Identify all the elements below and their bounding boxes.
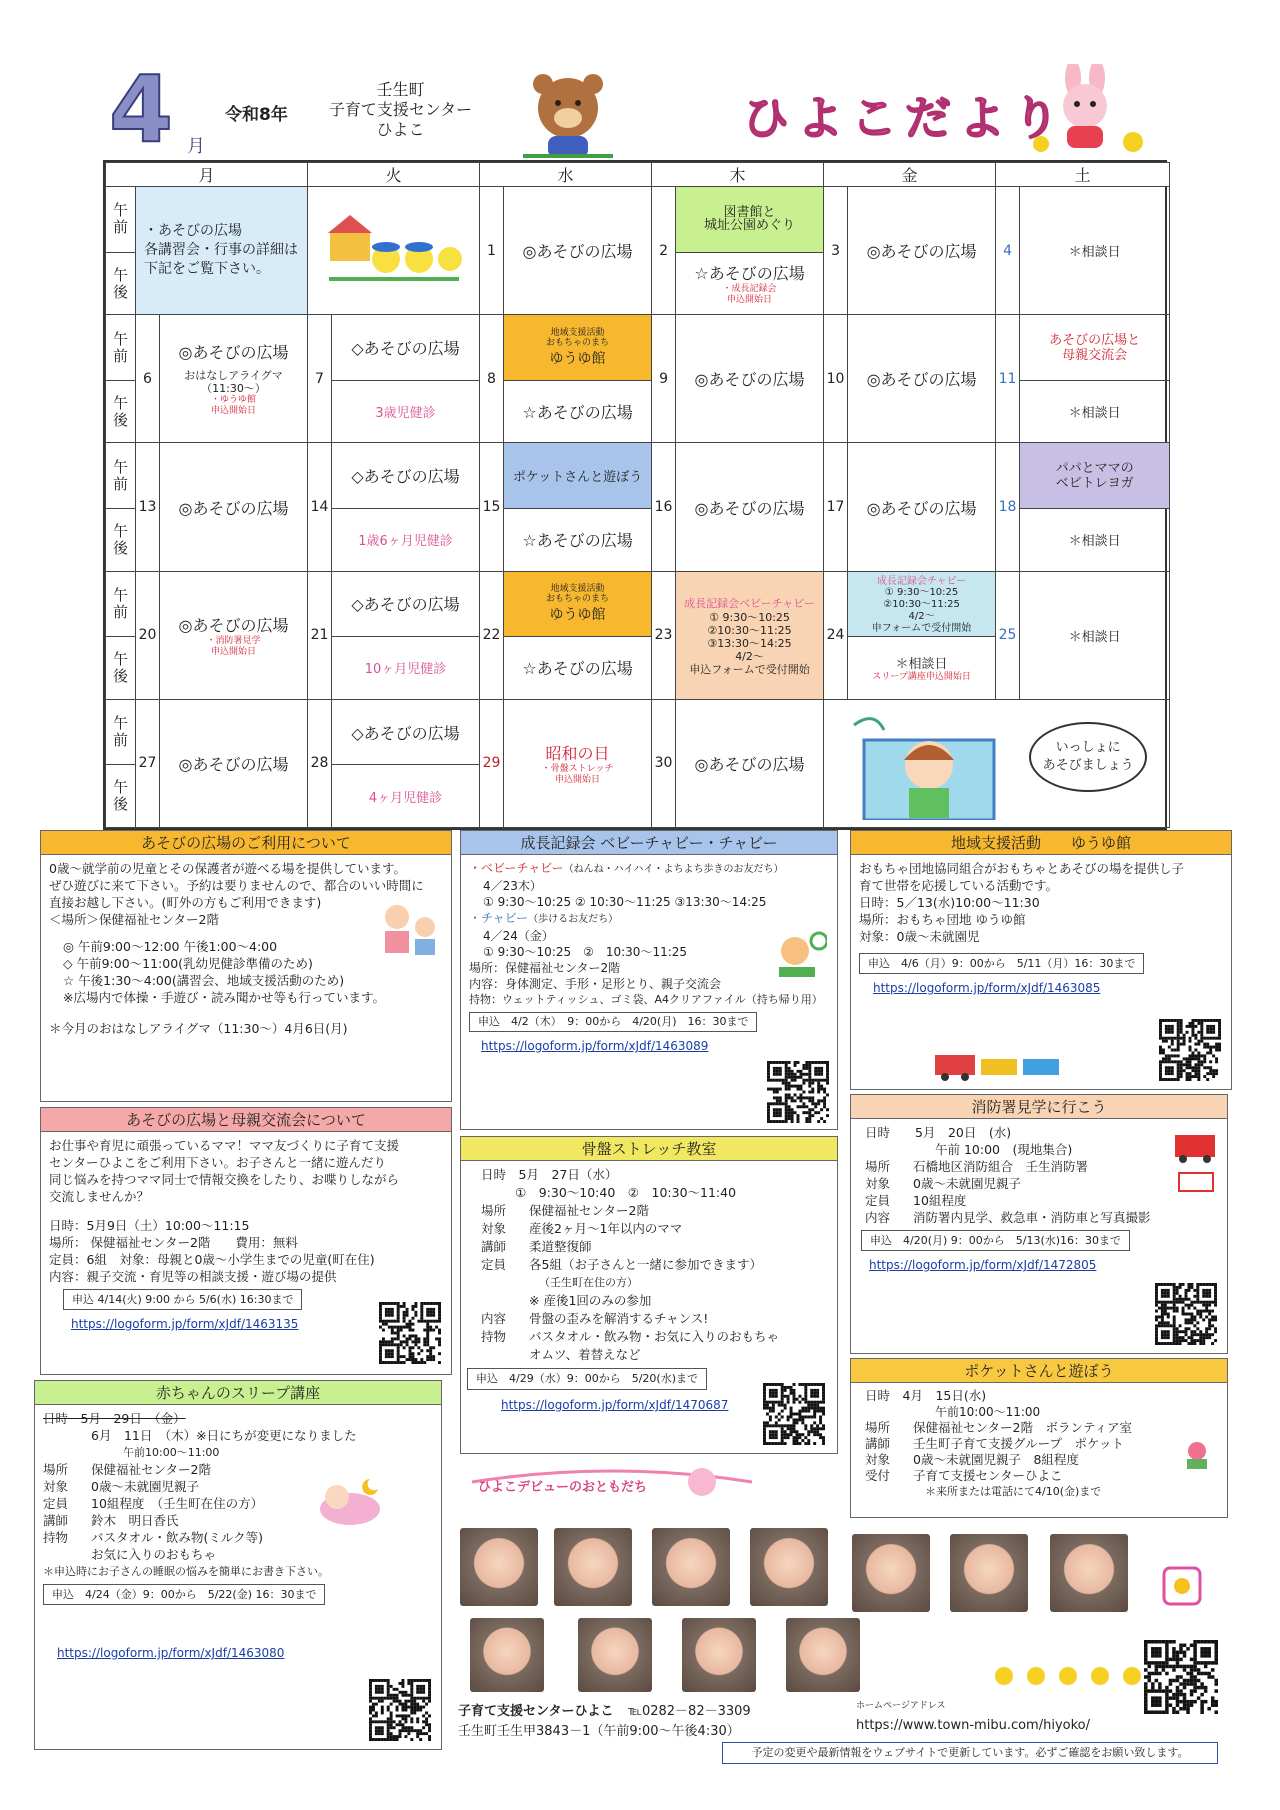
weekday-fri: 金 xyxy=(824,163,996,187)
era-year: 令和8年 xyxy=(225,105,288,125)
sleep-title: 赤ちゃんのスリープ講座 xyxy=(35,1381,441,1405)
koryu-link[interactable]: https://logoform.jp/form/xJdf/1463135 xyxy=(71,1317,299,1331)
shobo-row xyxy=(865,1158,1219,1175)
day-23: 23 xyxy=(652,571,676,699)
center-line1: 壬生町 xyxy=(376,80,425,99)
day-6: 6 xyxy=(136,315,160,443)
am-label: 午前 xyxy=(106,443,136,509)
shobo-row xyxy=(865,1209,1219,1226)
event-29 xyxy=(504,699,652,827)
shobo-row-label: 内容 xyxy=(865,1210,891,1225)
event-25: ＊相談日 xyxy=(1020,571,1170,699)
event-2-pm-title: ☆あそびの広場 xyxy=(694,264,805,284)
sleep-body xyxy=(35,1405,441,1667)
event-7-am: ◇あそびの広場 xyxy=(332,315,480,381)
event-8-am-sub: 地域支援活動 おもちゃのまち xyxy=(546,327,610,348)
weekday-mon: 月 xyxy=(106,163,308,187)
calendar xyxy=(103,160,1167,830)
day-22: 22 xyxy=(480,571,504,699)
kotsuban-row-label: 定員 xyxy=(481,1257,507,1272)
shobo-row-value: 消防署内見学、救急車・消防車と写真撮影 xyxy=(913,1210,1151,1225)
event-24-pm xyxy=(848,637,996,700)
day-11: 11 xyxy=(996,315,1020,443)
koryu-line: 同じ悩みを持つママ同士で情報交換をしたり、お喋りしながら xyxy=(49,1172,400,1187)
baby-sub: （ねんね・ハイハイ・よちよち歩きのお友だち） xyxy=(563,864,784,875)
koryu-line: お仕事や育児に頑張っているママ！ママ友づくりに子育て支援 xyxy=(49,1138,400,1153)
sleep-row-label: 持物 xyxy=(43,1530,69,1545)
title-area xyxy=(503,60,1167,160)
sleep-date-old: 日時 5月 29日 （金） xyxy=(43,1411,186,1426)
kotsuban-items2: オムツ、着替えなど xyxy=(529,1347,641,1362)
sleep-date-new: 6月 11日 （木）※日にちが変更になりました xyxy=(91,1428,357,1443)
kotsuban-link[interactable]: https://logoform.jp/form/xJdf/1470687 xyxy=(501,1398,729,1412)
event-11-pm: ＊相談日 xyxy=(1020,380,1170,443)
sleep-row-value: 10組程度 （壬生町在住の方） xyxy=(91,1496,264,1511)
shobo-qr-code[interactable] xyxy=(1155,1283,1217,1345)
day-13: 13 xyxy=(136,443,160,571)
kotsuban-title: 骨盤ストレッチ教室 xyxy=(461,1137,837,1161)
baby-photo xyxy=(554,1528,632,1606)
sleep-box xyxy=(34,1380,442,1750)
yuyu-box xyxy=(850,830,1232,1090)
sleep-qr-code[interactable] xyxy=(369,1679,431,1741)
center-line2: 子育て支援センター xyxy=(328,100,473,119)
baby-times: ① 9:30～10:25 ② 10:30～11:25 ③13:30～14:25 xyxy=(483,895,767,909)
yuyu-desc: 育て世帯を応援している活動です。 xyxy=(859,878,1059,893)
hiroba-line: 0歳～就学前の児童とその保護者が遊べる場を提供しています。 xyxy=(49,861,406,876)
event-22-pm: ☆あそびの広場 xyxy=(504,637,652,700)
month-badge xyxy=(103,56,213,163)
baby-photo xyxy=(750,1528,828,1606)
baby-photo xyxy=(682,1618,756,1692)
day-15: 15 xyxy=(480,443,504,571)
kotsuban-row-label: 講師 xyxy=(481,1239,507,1254)
koryu-qr-code[interactable] xyxy=(379,1302,441,1364)
shobo-row xyxy=(865,1192,1219,1209)
event-28-pm: 4ヶ月児健診 xyxy=(332,765,480,828)
hiroba-time: ☆ 午後1:30～4:00(講習会、地域支援活動のため) xyxy=(63,973,345,988)
event-24-lines: ① 9:30～10:25 ②10:30～11:25 4/2～ 申フォームで受付開始 xyxy=(871,587,972,635)
event-2-pm-note: ・成長記録会 申込開始日 xyxy=(722,284,777,306)
sleep-row-value: バスタオル・飲み物(ミルク等) xyxy=(91,1530,264,1545)
hiroba-time: ◇ 午前9:00～11:00(乳幼児健診準備のため) xyxy=(63,956,313,971)
sleep-row-value: 0歳～未就園児親子 xyxy=(91,1479,199,1494)
event-1: ◎あそびの広場 xyxy=(504,187,652,315)
pocket-row-value: 壬生町子育て支援グループ ポケット xyxy=(913,1436,1124,1451)
center-line3: ひよこ xyxy=(376,120,425,139)
notice-line1: ・あそびの広場 xyxy=(144,223,242,240)
day-4: 4 xyxy=(996,187,1020,315)
event-21-pm: 10ヶ月児健診 xyxy=(332,637,480,700)
pocket-row xyxy=(865,1436,1219,1452)
event-14-am: ◇あそびの広場 xyxy=(332,443,480,509)
day-28: 28 xyxy=(308,699,332,827)
event-20-note: ・消防署見学 申込開始日 xyxy=(206,635,261,657)
yuyu-row: 対象：0歳～未就園児 xyxy=(859,929,980,944)
kotsuban-teiin-note: ※ 産後1回のみの参加 xyxy=(529,1293,652,1308)
pocket-time: 午前10:00～11:00 xyxy=(935,1405,1041,1419)
event-21-am: ◇あそびの広場 xyxy=(332,571,480,637)
event-15-am: ポケットさんと遊ぼう xyxy=(504,443,652,509)
pocket-row-label: 場所 xyxy=(865,1420,891,1435)
hiroba-box xyxy=(40,830,452,1102)
pocket-row xyxy=(865,1468,1219,1484)
day-3: 3 xyxy=(824,187,848,315)
sleep-row-label: 定員 xyxy=(43,1496,69,1511)
sleep-link[interactable]: https://logoform.jp/form/xJdf/1463080 xyxy=(57,1646,285,1660)
event-7-pm: 3歳児健診 xyxy=(332,380,480,443)
yuyu-row: 日時：5／13(水)10:00～11:30 xyxy=(859,895,1040,910)
koryu-line: センターひよこをご利用下さい。お子さんと一緒に遊んだり xyxy=(49,1155,387,1170)
koryu-title: あそびの広場と母親交流会について xyxy=(41,1108,451,1132)
pocket-row xyxy=(865,1420,1219,1436)
koryu-detail: 内容：親子交流・育児等の相談支援・遊び場の提供 xyxy=(49,1269,337,1284)
koryu-detail: 場所： 保健福祉センター2階 費用：無料 xyxy=(49,1235,298,1250)
hiroba-time: ◎ 午前9:00～12:00 午後1:00～4:00 xyxy=(63,939,278,954)
seicho-link[interactable]: https://logoform.jp/form/xJdf/1463089 xyxy=(481,1039,709,1053)
kotsuban-content: 骨盤の歪みを解消するチャンス! xyxy=(529,1311,709,1326)
kotsuban-teiin-sub: （壬生町在住の方） xyxy=(539,1276,638,1289)
page-header xyxy=(103,56,1167,163)
event-9: ◎あそびの広場 xyxy=(676,315,824,443)
kotsuban-row xyxy=(481,1202,829,1220)
event-30: ◎あそびの広場 xyxy=(676,699,824,827)
baby-photo xyxy=(652,1528,730,1606)
chicks-icon xyxy=(324,209,464,289)
baby-label: ・ベビーチャビー xyxy=(469,861,564,875)
event-24-pm-note: スリープ講座申込開始日 xyxy=(872,671,971,682)
event-18-pm: ＊相談日 xyxy=(1020,509,1170,572)
pm-label: 午後 xyxy=(106,509,136,572)
baby-photo xyxy=(460,1528,538,1606)
shobo-row-label: 定員 xyxy=(865,1193,891,1208)
hiroba-time: ※広場内で体操・手遊び・読み聞かせ等も行っています。 xyxy=(63,990,385,1005)
shobo-row-value: 石橋地区消防組合 壬生消防署 xyxy=(913,1159,1089,1174)
seicho-apply: 申込 4/2（木） 9：00から 4/20(月) 16：30まで xyxy=(469,1012,757,1032)
event-17: ◎あそびの広場 xyxy=(848,443,996,571)
sleep-extra: お気に入りのおもちゃ xyxy=(91,1547,217,1562)
day-25: 25 xyxy=(996,571,1020,699)
day-8: 8 xyxy=(480,315,504,443)
event-6-title: ◎あそびの広場 xyxy=(178,343,289,363)
kotsuban-row-value: 産後2ヶ月～1年以内のママ xyxy=(529,1221,683,1236)
hiroba-line: ＜場所＞保健福祉センター2階 xyxy=(49,912,219,927)
footer-center-name: 子育て支援センターひよこ xyxy=(458,1704,614,1719)
girl-window-icon xyxy=(824,710,1024,820)
week1-am xyxy=(106,187,1170,253)
kotsuban-row-value: 保健福祉センター2階 xyxy=(529,1203,649,1218)
pm-label: 午後 xyxy=(106,637,136,700)
chabby-label: ・チャビー xyxy=(469,911,529,925)
event-23-title: 成長記録会ベビーチャビー xyxy=(684,596,815,610)
baby-photo xyxy=(578,1618,652,1692)
yuyu-row: 場所：おもちゃ団地 ゆうゆ館 xyxy=(859,912,1026,927)
sleep-time: 午前10:00～11:00 xyxy=(123,1446,220,1459)
event-24-title: 成長記録会チャビー xyxy=(876,576,967,588)
seicho-items: 持物：ウェットティッシュ、ゴミ袋、A4クリアファイル（持ち帰り用） xyxy=(469,993,823,1006)
kotsuban-date: 日時 5月 27日（水） xyxy=(481,1167,618,1182)
event-20-title: ◎あそびの広場 xyxy=(178,615,289,635)
event-28-am: ◇あそびの広場 xyxy=(332,699,480,765)
event-23-lines: ① 9:30～10:25 ②10:30～11:25 ③13:30～14:25 4/2～ 申込フォームで受付開始 xyxy=(689,610,810,676)
am-label: 午前 xyxy=(106,571,136,637)
event-6 xyxy=(160,315,308,443)
event-22-am xyxy=(504,571,652,637)
event-8-pm: ☆あそびの広場 xyxy=(504,380,652,443)
chabby-times: ① 9:30～10:25 ② 10:30～11:25 xyxy=(483,945,688,959)
event-24-pm-title: ＊相談日 xyxy=(895,656,948,672)
event-23 xyxy=(676,571,824,699)
day-7: 7 xyxy=(308,315,332,443)
welcome-sign-icon xyxy=(1160,1564,1204,1608)
day-27: 27 xyxy=(136,699,160,827)
baby-photo xyxy=(950,1534,1028,1612)
pm-label: 午後 xyxy=(106,380,136,443)
weekday-tue: 火 xyxy=(308,163,480,187)
event-13: ◎あそびの広場 xyxy=(160,443,308,571)
notice-line2: 各講習会・行事の詳細は xyxy=(144,242,298,259)
yuyu-link[interactable]: https://logoform.jp/form/xJdf/1463085 xyxy=(873,981,1101,995)
koryu-line: 交流しませんか？ xyxy=(49,1189,150,1204)
koryu-apply: 申込 4/14(火) 9:00 から 5/6(水) 16:30まで xyxy=(63,1289,302,1310)
hiroba-line: ぜひ遊びに来て下さい。予約は要りませんので、都合のいい時間に xyxy=(49,878,424,893)
sleep-row-label: 講師 xyxy=(43,1513,69,1528)
pocket-row-label: 受付 xyxy=(865,1468,891,1483)
weekday-sat: 土 xyxy=(996,163,1170,187)
sleep-row-label: 場所 xyxy=(43,1462,69,1477)
yuyu-desc: おもちゃ団地協同組合がおもちゃとあそびの場を提供し子 xyxy=(859,861,1185,876)
kotsuban-row xyxy=(481,1238,829,1256)
debut-title: ひよこデビューのおともだち xyxy=(478,1480,648,1495)
center-name xyxy=(308,80,493,140)
pocket-note: ＊来所または電話にて4/10(金)まで xyxy=(925,1485,1102,1498)
shobo-box xyxy=(850,1094,1228,1354)
koryu-detail: 日時：5月9日（土）10:00～11:15 xyxy=(49,1218,250,1233)
sleep-row-value: 鈴木 明日香氏 xyxy=(91,1513,179,1528)
event-14-pm: 1歳6ヶ月児健診 xyxy=(332,509,480,572)
baby-date: 4／23木） xyxy=(483,879,542,893)
kotsuban-row-value: 柔道整復師 xyxy=(529,1239,592,1254)
event-15-pm: ☆あそびの広場 xyxy=(504,509,652,572)
week5-am xyxy=(106,699,1170,765)
am-label: 午前 xyxy=(106,315,136,381)
event-11-am: あそびの広場と 母親交流会 xyxy=(1020,315,1170,381)
kotsuban-items-label: 持物 xyxy=(481,1329,507,1344)
week2-am xyxy=(106,315,1170,381)
yuyu-apply: 申込 4/6（月）9：00から 5/11（月）16：30まで xyxy=(859,953,1144,974)
am-label: 午前 xyxy=(106,187,136,253)
event-6-note2: ・ゆうゆ館 申込開始日 xyxy=(210,395,256,417)
day-2: 2 xyxy=(652,187,676,315)
yuyu-qr-code[interactable] xyxy=(1159,1019,1221,1081)
kotsuban-content-label: 内容 xyxy=(481,1311,507,1326)
kotsuban-row-label: 対象 xyxy=(481,1221,507,1236)
kotsuban-body xyxy=(461,1161,837,1419)
event-4: ＊相談日 xyxy=(1020,187,1170,315)
pocket-body xyxy=(851,1383,1227,1505)
shobo-date: 日時 5月 20日 (水) xyxy=(865,1125,1012,1140)
yuyu-title: 地域支援活動 ゆうゆ館 xyxy=(851,831,1231,855)
chabby-date: 4／24（金） xyxy=(483,929,554,943)
pocket-row-value: 保健福祉センター2階 ボランティア室 xyxy=(913,1420,1132,1435)
seicho-qr-code[interactable] xyxy=(767,1061,829,1123)
pm-label: 午後 xyxy=(106,765,136,828)
sleep-row-label: 対象 xyxy=(43,1479,69,1494)
kotsuban-qr-code[interactable] xyxy=(763,1383,825,1445)
shobo-apply: 申込 4/20(月) 9：00から 5/13(水)16：30まで xyxy=(861,1230,1130,1251)
koryu-box xyxy=(40,1107,452,1375)
day-21: 21 xyxy=(308,571,332,699)
event-8-am xyxy=(504,315,652,381)
kotsuban-row xyxy=(481,1220,829,1238)
shobo-link[interactable]: https://logoform.jp/form/xJdf/1472805 xyxy=(869,1258,1097,1272)
pocket-row-label: 対象 xyxy=(865,1452,891,1467)
seicho-box xyxy=(460,830,838,1130)
cat-scale-icon xyxy=(771,927,827,983)
footer-notice: 予定の変更や最新情報をウェブサイトで更新しています。必ずご確認をお願い致します。 xyxy=(722,1742,1218,1764)
week3-am xyxy=(106,443,1170,509)
month-suffix: 月 xyxy=(187,136,205,157)
shobo-row-label: 対象 xyxy=(865,1176,891,1191)
event-24-am xyxy=(848,571,996,637)
footer-hp-url[interactable]: https://www.town-mibu.com/hiyoko/ xyxy=(856,1718,1090,1733)
event-2-pm xyxy=(676,252,824,315)
event-22-am-title: ゆうゆ館 xyxy=(549,606,606,623)
am-label: 午前 xyxy=(106,699,136,765)
sleeping-baby-icon xyxy=(315,1471,385,1531)
pocket-box xyxy=(850,1358,1228,1518)
event-16: ◎あそびの広場 xyxy=(676,443,824,571)
weekday-wed: 水 xyxy=(480,163,652,187)
shobo-row-value: 0歳～未就園児親子 xyxy=(913,1176,1021,1191)
baby-photo xyxy=(470,1618,544,1692)
day-29: 29 xyxy=(480,699,504,827)
flower-pot-icon xyxy=(1177,1441,1217,1471)
event-18-am: パパとママの ベビトレヨガ xyxy=(1020,443,1170,509)
chabby-sub: （歩けるお友だち） xyxy=(528,914,619,925)
seicho-place: 場所：保健福祉センター2階 xyxy=(469,961,621,975)
kotsuban-apply: 申込 4/29（水）9：00から 5/20(水)まで xyxy=(467,1368,707,1390)
event-29-note: ・骨盤ストレッチ 申込開始日 xyxy=(541,763,614,785)
shobo-row-value: 10組程度 xyxy=(913,1193,967,1208)
debut-banner xyxy=(462,1460,762,1504)
day-20: 20 xyxy=(136,571,160,699)
fire-truck-icon xyxy=(1171,1129,1219,1201)
event-22-am-sub: 地域支援活動 おもちゃのまち xyxy=(546,583,610,604)
calendar-table xyxy=(105,162,1170,828)
hiroba-line: 直接お越し下さい。(町外の方もご利用できます) xyxy=(49,895,322,910)
day-18: 18 xyxy=(996,443,1020,571)
pocket-date: 日時 4月 15日(水) xyxy=(865,1388,987,1403)
chicks-row-icon xyxy=(990,1660,1150,1688)
pocket-row-value: 0歳～未就園児親子 8組程度 xyxy=(913,1452,1079,1467)
seicho-title: 成長記録会 ベビーチャビー・チャビー xyxy=(461,831,837,855)
event-8-am-title: ゆうゆ館 xyxy=(549,350,606,367)
day-24: 24 xyxy=(824,571,848,699)
shobo-row-label: 場所 xyxy=(865,1159,891,1174)
mother-child-icon xyxy=(375,897,445,957)
event-10: ◎あそびの広場 xyxy=(848,315,996,443)
pocket-row-value: 子育て支援センターひよこ xyxy=(913,1468,1063,1483)
weekday-header-row xyxy=(106,163,1170,187)
seicho-content: 内容：身体測定、手形・足形とり、親子交流会 xyxy=(469,977,722,991)
notice-box xyxy=(136,187,308,315)
event-29-title: 昭和の日 xyxy=(545,743,610,763)
kotsuban-items: バスタオル・飲み物・お気に入りのおもちゃ xyxy=(529,1329,780,1344)
kotsuban-row-value: 各5組（お子さんと一緒に参加できます） xyxy=(529,1257,762,1272)
day-9: 9 xyxy=(652,315,676,443)
sleep-apply: 申込 4/24（金）9：00から 5/22(金) 16：30まで xyxy=(43,1584,325,1605)
shobo-title: 消防署見学に行こう xyxy=(851,1095,1227,1119)
hiroba-title: あそびの広場のご利用について xyxy=(41,831,451,855)
event-3: ◎あそびの広場 xyxy=(848,187,996,315)
kotsuban-row-label: 場所 xyxy=(481,1203,507,1218)
kotsuban-row xyxy=(481,1256,829,1274)
kotsuban-box xyxy=(460,1136,838,1454)
day-17: 17 xyxy=(824,443,848,571)
homepage-qr-code[interactable] xyxy=(1144,1640,1218,1714)
day-16: 16 xyxy=(652,443,676,571)
yuyu-body xyxy=(851,855,1231,1002)
footer-hp-label: ホームページアドレス xyxy=(856,1701,946,1711)
pocket-row xyxy=(865,1452,1219,1468)
baby-photo xyxy=(786,1618,860,1692)
pocket-row-label: 講師 xyxy=(865,1436,891,1451)
footer-tel: ℡0282－82－3309 xyxy=(628,1704,751,1719)
event-2-am: 図書館と 城址公園めぐり xyxy=(676,187,824,253)
day-30: 30 xyxy=(652,699,676,827)
weekday-thu: 木 xyxy=(652,163,824,187)
bear-icon xyxy=(513,68,623,160)
baby-photo xyxy=(852,1534,930,1612)
shobo-row xyxy=(865,1175,1219,1192)
week4-am xyxy=(106,571,1170,637)
koryu-detail: 定員：6組 対象：母親と0歳～小学生までの児童(町在住) xyxy=(49,1252,375,1267)
day-10: 10 xyxy=(824,315,848,443)
day-14: 14 xyxy=(308,443,332,571)
sleep-row xyxy=(43,1529,433,1546)
toy-train-icon xyxy=(931,1047,1091,1081)
event-20 xyxy=(160,571,308,699)
event-6-note: おはなしアライグマ （11:30～） xyxy=(184,369,283,396)
footer-address: 壬生町壬生甲3843－1（午前9:00～午後4:30） xyxy=(458,1724,740,1739)
girl-illustration xyxy=(824,699,1170,827)
shobo-time: 午前 10:00 (現地集合) xyxy=(935,1142,1073,1157)
hiroba-note: ＊今月のおはなしアライグマ（11:30～）4月6日(月) xyxy=(49,1021,348,1036)
pocket-title: ポケットさんと遊ぼう xyxy=(851,1359,1227,1383)
event-27: ◎あそびの広場 xyxy=(160,699,308,827)
notice-line3: 下記をご覧下さい。 xyxy=(144,261,270,278)
newsletter-title: ひよこだより xyxy=(743,91,1067,145)
baby-photo xyxy=(1050,1534,1128,1612)
day-1: 1 xyxy=(480,187,504,315)
pm-label: 午後 xyxy=(106,252,136,315)
kotsuban-times: ① 9:30～10:40 ② 10:30～11:40 xyxy=(515,1185,737,1200)
speech-bubble: いっしょに あそびましょう xyxy=(1029,722,1147,792)
sleep-note: ＊申込時にお子さんの睡眠の悩みを簡単にお書き下さい。 xyxy=(43,1565,329,1578)
month-number: 4 xyxy=(109,56,174,163)
chicks-illustration xyxy=(308,187,480,315)
sleep-row-value: 保健福祉センター2階 xyxy=(91,1462,211,1477)
